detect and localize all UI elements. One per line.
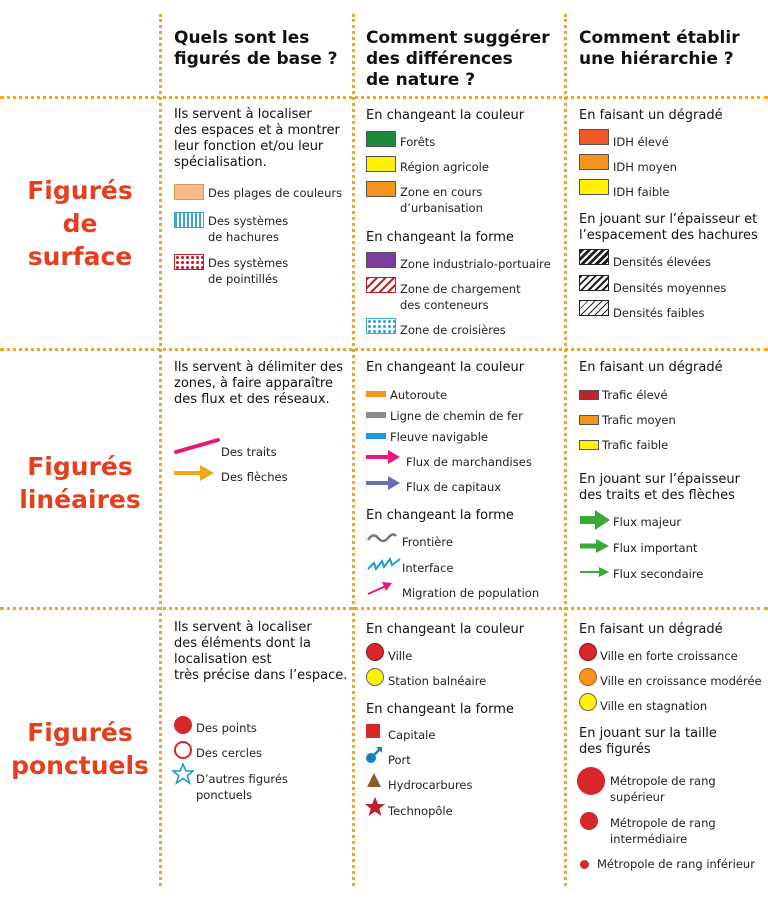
legend-label: IDH moyen	[613, 160, 677, 174]
intro-line: Ils servent à localiser	[174, 620, 312, 635]
thick-arrow-icon	[579, 509, 611, 531]
ponctuels-couleur-subtitle: En changeant la couleur	[366, 622, 525, 637]
star-outline-icon	[172, 763, 194, 785]
row-title-line: de	[62, 209, 98, 238]
legend-label: Ville en forte croissance	[600, 649, 738, 663]
orange-line-swatch	[366, 391, 386, 397]
legend-label: Des traits	[221, 445, 277, 459]
legend-label: Capitale	[388, 728, 436, 742]
legend-label: IDH élevé	[613, 135, 669, 149]
legend-label	[400, 281, 521, 313]
blue-dots-swatch	[366, 318, 396, 334]
lineaires-couleur-subtitle: En changeant la couleur	[366, 360, 525, 375]
circle-icon	[174, 741, 192, 759]
column-header-hierarchie-line: Comment établir	[579, 28, 740, 48]
zigzag-icon	[366, 555, 402, 573]
legend-label-line: intermédiaire	[610, 832, 688, 846]
yellow-dot-icon	[366, 668, 384, 686]
legend-label	[208, 255, 288, 287]
red-orange-swatch	[579, 129, 609, 145]
surface-hachures-subtitle	[579, 212, 758, 244]
yellow-swatch	[366, 156, 396, 172]
intro-line: Ils servent à délimiter des	[174, 360, 344, 375]
legend-label: Des points	[196, 721, 257, 735]
orange-swatch	[579, 154, 609, 170]
legend-label: Densités élevées	[613, 255, 711, 269]
medium-hatch-swatch	[579, 275, 609, 291]
red-dot-icon	[366, 643, 384, 661]
star-icon	[364, 796, 386, 818]
legend-label: Autoroute	[390, 388, 448, 402]
pink-arrow-icon	[364, 448, 404, 466]
large-dot-icon	[577, 767, 605, 795]
grid-horizontal-line-1	[0, 96, 768, 99]
legend-label	[610, 815, 716, 847]
purple-swatch	[366, 252, 396, 268]
color-fill-swatch	[174, 184, 204, 200]
legend-label: Hydrocarbures	[388, 778, 473, 792]
intro-line: très précise dans l’espace.	[174, 668, 348, 683]
row-title-surface	[0, 174, 160, 273]
square-icon	[366, 724, 380, 738]
legend-label: Région agricole	[400, 160, 489, 174]
thin-green-arrow-icon	[579, 565, 611, 579]
anchor-icon	[364, 745, 384, 765]
legend-label: Métropole de rang inférieur	[597, 857, 755, 871]
line-icon	[174, 436, 220, 456]
subtitle-line: des figurés	[579, 742, 651, 757]
legend-label-line: de pointillés	[208, 272, 279, 286]
arrow-icon	[172, 462, 218, 484]
legend-label: Flux secondaire	[613, 567, 704, 581]
legend-label: Flux de capitaux	[406, 480, 502, 494]
legend-label	[196, 771, 288, 803]
vertical-hatch-swatch	[174, 212, 204, 228]
legend-label-line: Métropole de rang	[610, 816, 716, 830]
medium-dot-icon	[580, 812, 598, 830]
intro-line: spécialisation.	[174, 155, 267, 170]
surface-intro	[174, 107, 340, 171]
lineaires-forme-subtitle: En changeant la forme	[366, 508, 514, 523]
column-header-base-line: figurés de base ?	[174, 49, 338, 69]
legend-label: Forêts	[400, 135, 436, 149]
lineaires-degrade-subtitle: En faisant un dégradé	[579, 360, 723, 375]
yellow-line-swatch	[579, 440, 599, 450]
legend-label: Flux important	[613, 541, 698, 555]
subtitle-line: l’espacement des hachures	[579, 228, 758, 243]
column-header-nature-line: Comment suggérer	[366, 28, 550, 48]
dotted-swatch	[174, 254, 204, 270]
intro-line: zones, à faire apparaître	[174, 376, 334, 391]
legend-label-line: ponctuels	[196, 788, 253, 802]
row-title-line: linéaires	[19, 485, 141, 514]
thin-arrow-icon	[366, 580, 396, 598]
row-title-line: surface	[27, 242, 133, 271]
row-title-ponctuels	[0, 716, 160, 782]
blue-line-swatch	[366, 433, 386, 439]
green-swatch	[366, 131, 396, 147]
red-hatch-swatch	[366, 277, 396, 293]
row-title-lineaires	[0, 450, 160, 516]
legend-label	[208, 213, 288, 245]
grid-horizontal-line-2	[0, 348, 768, 351]
surface-degrade-subtitle: En faisant un dégradé	[579, 108, 723, 123]
lineaires-intro	[174, 360, 343, 408]
legend-label-line: supérieur	[610, 790, 665, 804]
yellow-swatch	[579, 179, 609, 195]
ponctuels-taille-subtitle	[579, 726, 717, 758]
legend-label: Des plages de couleurs	[208, 186, 343, 200]
legend-label	[610, 773, 716, 805]
legend-label: Flux majeur	[613, 515, 682, 529]
legend-label-line: Métropole de rang	[610, 774, 716, 788]
intro-line: des éléments dont la	[174, 636, 311, 651]
legend-label: Migration de population	[402, 586, 540, 600]
legend-label-line: Zone en cours	[400, 185, 483, 199]
column-header-base-line: Quels sont les	[174, 28, 310, 48]
subtitle-line: En jouant sur l’épaisseur	[579, 472, 741, 487]
dense-hatch-swatch	[579, 249, 609, 265]
grid-vertical-line-2	[352, 14, 355, 886]
filled-dot-icon	[174, 716, 192, 734]
red-line-swatch	[579, 390, 599, 400]
legend-label	[400, 184, 483, 216]
legend-label: Technopôle	[388, 804, 453, 818]
legend-label: Densités faibles	[613, 306, 705, 320]
legend-label: IDH faible	[613, 185, 670, 199]
legend-label-line: Zone de chargement	[400, 282, 521, 296]
surface-forme-subtitle: En changeant la forme	[366, 230, 514, 245]
purple-arrow-icon	[364, 474, 404, 492]
column-header-nature-line: des différences	[366, 49, 513, 69]
legend-label: Densités moyennes	[613, 281, 727, 295]
legend-label: Station balnéaire	[388, 674, 487, 688]
ponctuels-degrade-subtitle: En faisant un dégradé	[579, 622, 723, 637]
legend-label-line: des conteneurs	[400, 298, 489, 312]
orange-dot-icon	[579, 668, 597, 686]
legend-label: Zone de croisières	[400, 323, 506, 337]
grey-line-swatch	[366, 412, 386, 418]
orange-swatch	[366, 181, 396, 197]
legend-label: Fleuve navigable	[390, 430, 488, 444]
legend-label-line: Des systèmes	[208, 214, 289, 228]
lineaires-epaisseur-subtitle	[579, 472, 740, 504]
subtitle-line: En jouant sur l’épaisseur et	[579, 212, 758, 227]
row-title-line: Figurés	[27, 718, 133, 747]
column-header-base	[174, 28, 338, 70]
row-title-line: Figurés	[27, 176, 133, 205]
legend-label: Flux de marchandises	[406, 455, 532, 469]
intro-line: localisation est	[174, 652, 272, 667]
legend-label: Des cercles	[196, 746, 263, 760]
ponctuels-forme-subtitle: En changeant la forme	[366, 702, 514, 717]
legend-label: Trafic moyen	[602, 413, 676, 427]
legend-label: Port	[388, 753, 411, 767]
legend-label: Ville	[388, 649, 413, 663]
column-header-hierarchie-line: une hiérarchie ?	[579, 49, 734, 69]
triangle-icon	[366, 772, 382, 788]
grid-horizontal-line-3	[0, 607, 768, 610]
legend-label: Trafic élevé	[602, 388, 668, 402]
wavy-line-icon	[366, 530, 398, 546]
column-header-nature	[366, 28, 550, 91]
legend-label-line: de hachures	[208, 230, 279, 244]
grid-vertical-line-3	[564, 14, 567, 886]
intro-line: Ils servent à localiser	[174, 107, 312, 122]
legend-label: Ligne de chemin de fer	[390, 409, 523, 423]
legend-label: Trafic faible	[602, 438, 669, 452]
medium-arrow-icon	[579, 537, 611, 555]
row-title-line: Figurés	[27, 452, 133, 481]
red-dot-icon	[579, 643, 597, 661]
yellow-dot-icon	[579, 693, 597, 711]
legend-label-line: d’urbanisation	[400, 201, 483, 215]
column-header-nature-line: de nature ?	[366, 70, 476, 90]
legend-label: Interface	[402, 561, 454, 575]
surface-couleur-subtitle: En changeant la couleur	[366, 108, 525, 123]
legend-label: Des flèches	[221, 470, 288, 484]
subtitle-line: En jouant sur la taille	[579, 726, 717, 741]
legend-label: Ville en croissance modérée	[600, 674, 762, 688]
legend-label: Zone industrialo-portuaire	[400, 257, 551, 271]
legend-label-line: Des systèmes	[208, 256, 289, 270]
row-title-line: ponctuels	[11, 751, 149, 780]
intro-line: des flux et des réseaux.	[174, 392, 330, 407]
column-header-hierarchie	[579, 28, 740, 70]
ponctuels-intro	[174, 620, 347, 684]
legend-label: Ville en stagnation	[600, 699, 708, 713]
intro-line: leur fonction et/ou leur	[174, 139, 324, 154]
light-hatch-swatch	[579, 300, 609, 316]
legend-label: Frontière	[402, 535, 453, 549]
orange-line-swatch	[579, 415, 599, 425]
subtitle-line: des traits et des flèches	[579, 488, 735, 503]
intro-line: des espaces et à montrer	[174, 123, 340, 138]
small-dot-icon	[580, 860, 589, 869]
legend-label-line: D’autres figurés	[196, 772, 288, 786]
